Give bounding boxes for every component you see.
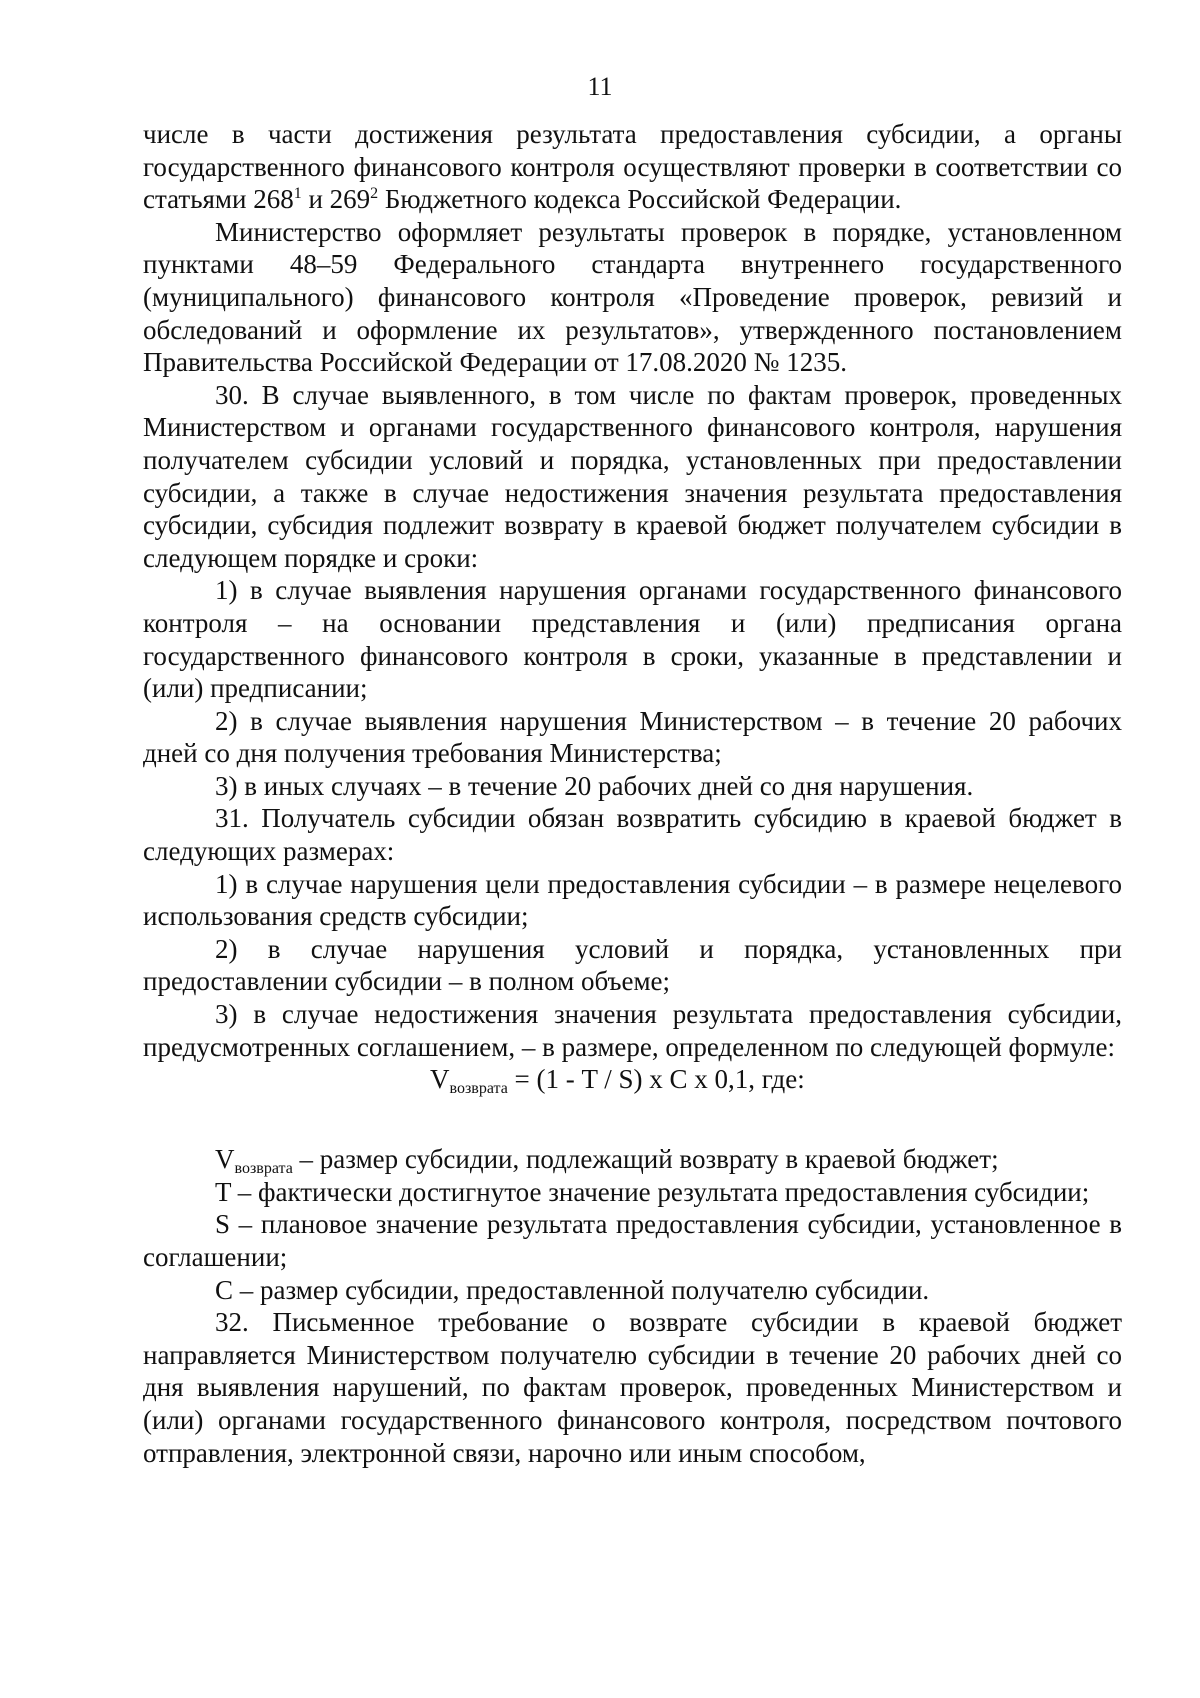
paragraph-32: 32. Письменное требование о возврате субсидии в краевой бюджет направляется Министерством получателю субсидии в течение 20 рабочих дней со дня выявления нарушений, по фактам проверок, проведенных Министерством и (или) органами государственного финансового контроля, посредством почтового отправления, электронной связи, нарочно или иным способом,: [143, 1307, 1122, 1468]
list-item-30-1: 1) в случае выявления нарушения органами государственного финансового контроля – на основании представления и (или) предписания органа государственного финансового контроля в сроки, указанные в представлении и (или) предписании;: [143, 575, 1122, 704]
definition-variable: V: [215, 1144, 235, 1175]
page-number: 11: [587, 72, 613, 101]
spacer: [143, 1095, 1122, 1143]
formula-subscript: возврата: [449, 1080, 508, 1098]
paragraph-continuation: [143, 118, 1122, 216]
formula-variable: V: [430, 1064, 450, 1095]
paragraph-ministry-results: Министерство оформляет результаты проверок в порядке, установленном пунктами 48–59 Федерального стандарта внутреннего государственного (муниципального) финансового контроля «Проведение проверок, ревизий и обследований и оформление их результатов», утвержденного постановлением Правительства Российской Федерации от 17.08.2020 № 1235.: [143, 216, 1122, 378]
definition-c: С – размер субсидии, предоставленной получателю субсидии.: [215, 1274, 930, 1305]
list-item-30-2: 2) в случае выявления нарушения Министерством – в течение 20 рабочих дней со дня получения требования Министерства;: [143, 705, 1122, 769]
document-body: [143, 118, 1122, 1469]
superscript: 1: [293, 185, 302, 203]
list-item-31-2: 2) в случае нарушения условий и порядка, установленных при предоставлении субсидии – в полном объеме;: [143, 933, 1122, 997]
definition-v: [143, 1143, 1122, 1176]
paragraph-30: 30. В случае выявленного, в том числе по фактам проверок, проведенных Министерством и органами государственного финансового контроля, нарушения получателем субсидии условий и порядка, установленных при предоставлении субсидии, а также в случае недостижения значения результата предоставления субсидии, субсидия подлежит возврату в краевой бюджет получателем субсидии в следующем порядке и сроки:: [143, 379, 1122, 573]
definition-subscript: возврата: [234, 1160, 293, 1178]
list-item-31-1: 1) в случае нарушения цели предоставления субсидии – в размере нецелевого использования средств субсидии;: [143, 868, 1122, 932]
paragraph-text: числе в части достижения результата предоставления субсидии, а органы государственного финансового контроля осуществляют проверки в соответствии со статьями 268: [143, 119, 1122, 215]
list-item-31-3: 3) в случае недостижения значения результата предоставления субсидии, предусмотренных соглашением, – в размере, определенном по следующей формуле:: [143, 999, 1122, 1062]
return-formula: [143, 1063, 1122, 1098]
superscript: 2: [370, 185, 379, 203]
definition-s: S – плановое значение результата предоставления субсидии, установленное в соглашении;: [143, 1209, 1122, 1272]
definition-text: – размер субсидии, подлежащий возврату в краевой бюджет;: [292, 1144, 999, 1175]
formula-expression: = (1 - T / S) x С x 0,1, где:: [507, 1064, 805, 1095]
paragraph-text: Бюджетного кодекса Российской Федерации.: [378, 184, 902, 215]
list-item-30-3: 3) в иных случаях – в течение 20 рабочих дней со дня нарушения.: [215, 770, 974, 801]
definition-t: T – фактически достигнутое значение результата предоставления субсидии;: [215, 1176, 1090, 1207]
paragraph-31: 31. Получатель субсидии обязан возвратить субсидию в краевой бюджет в следующих размерах:: [143, 803, 1122, 867]
paragraph-text: и 269: [301, 184, 371, 215]
